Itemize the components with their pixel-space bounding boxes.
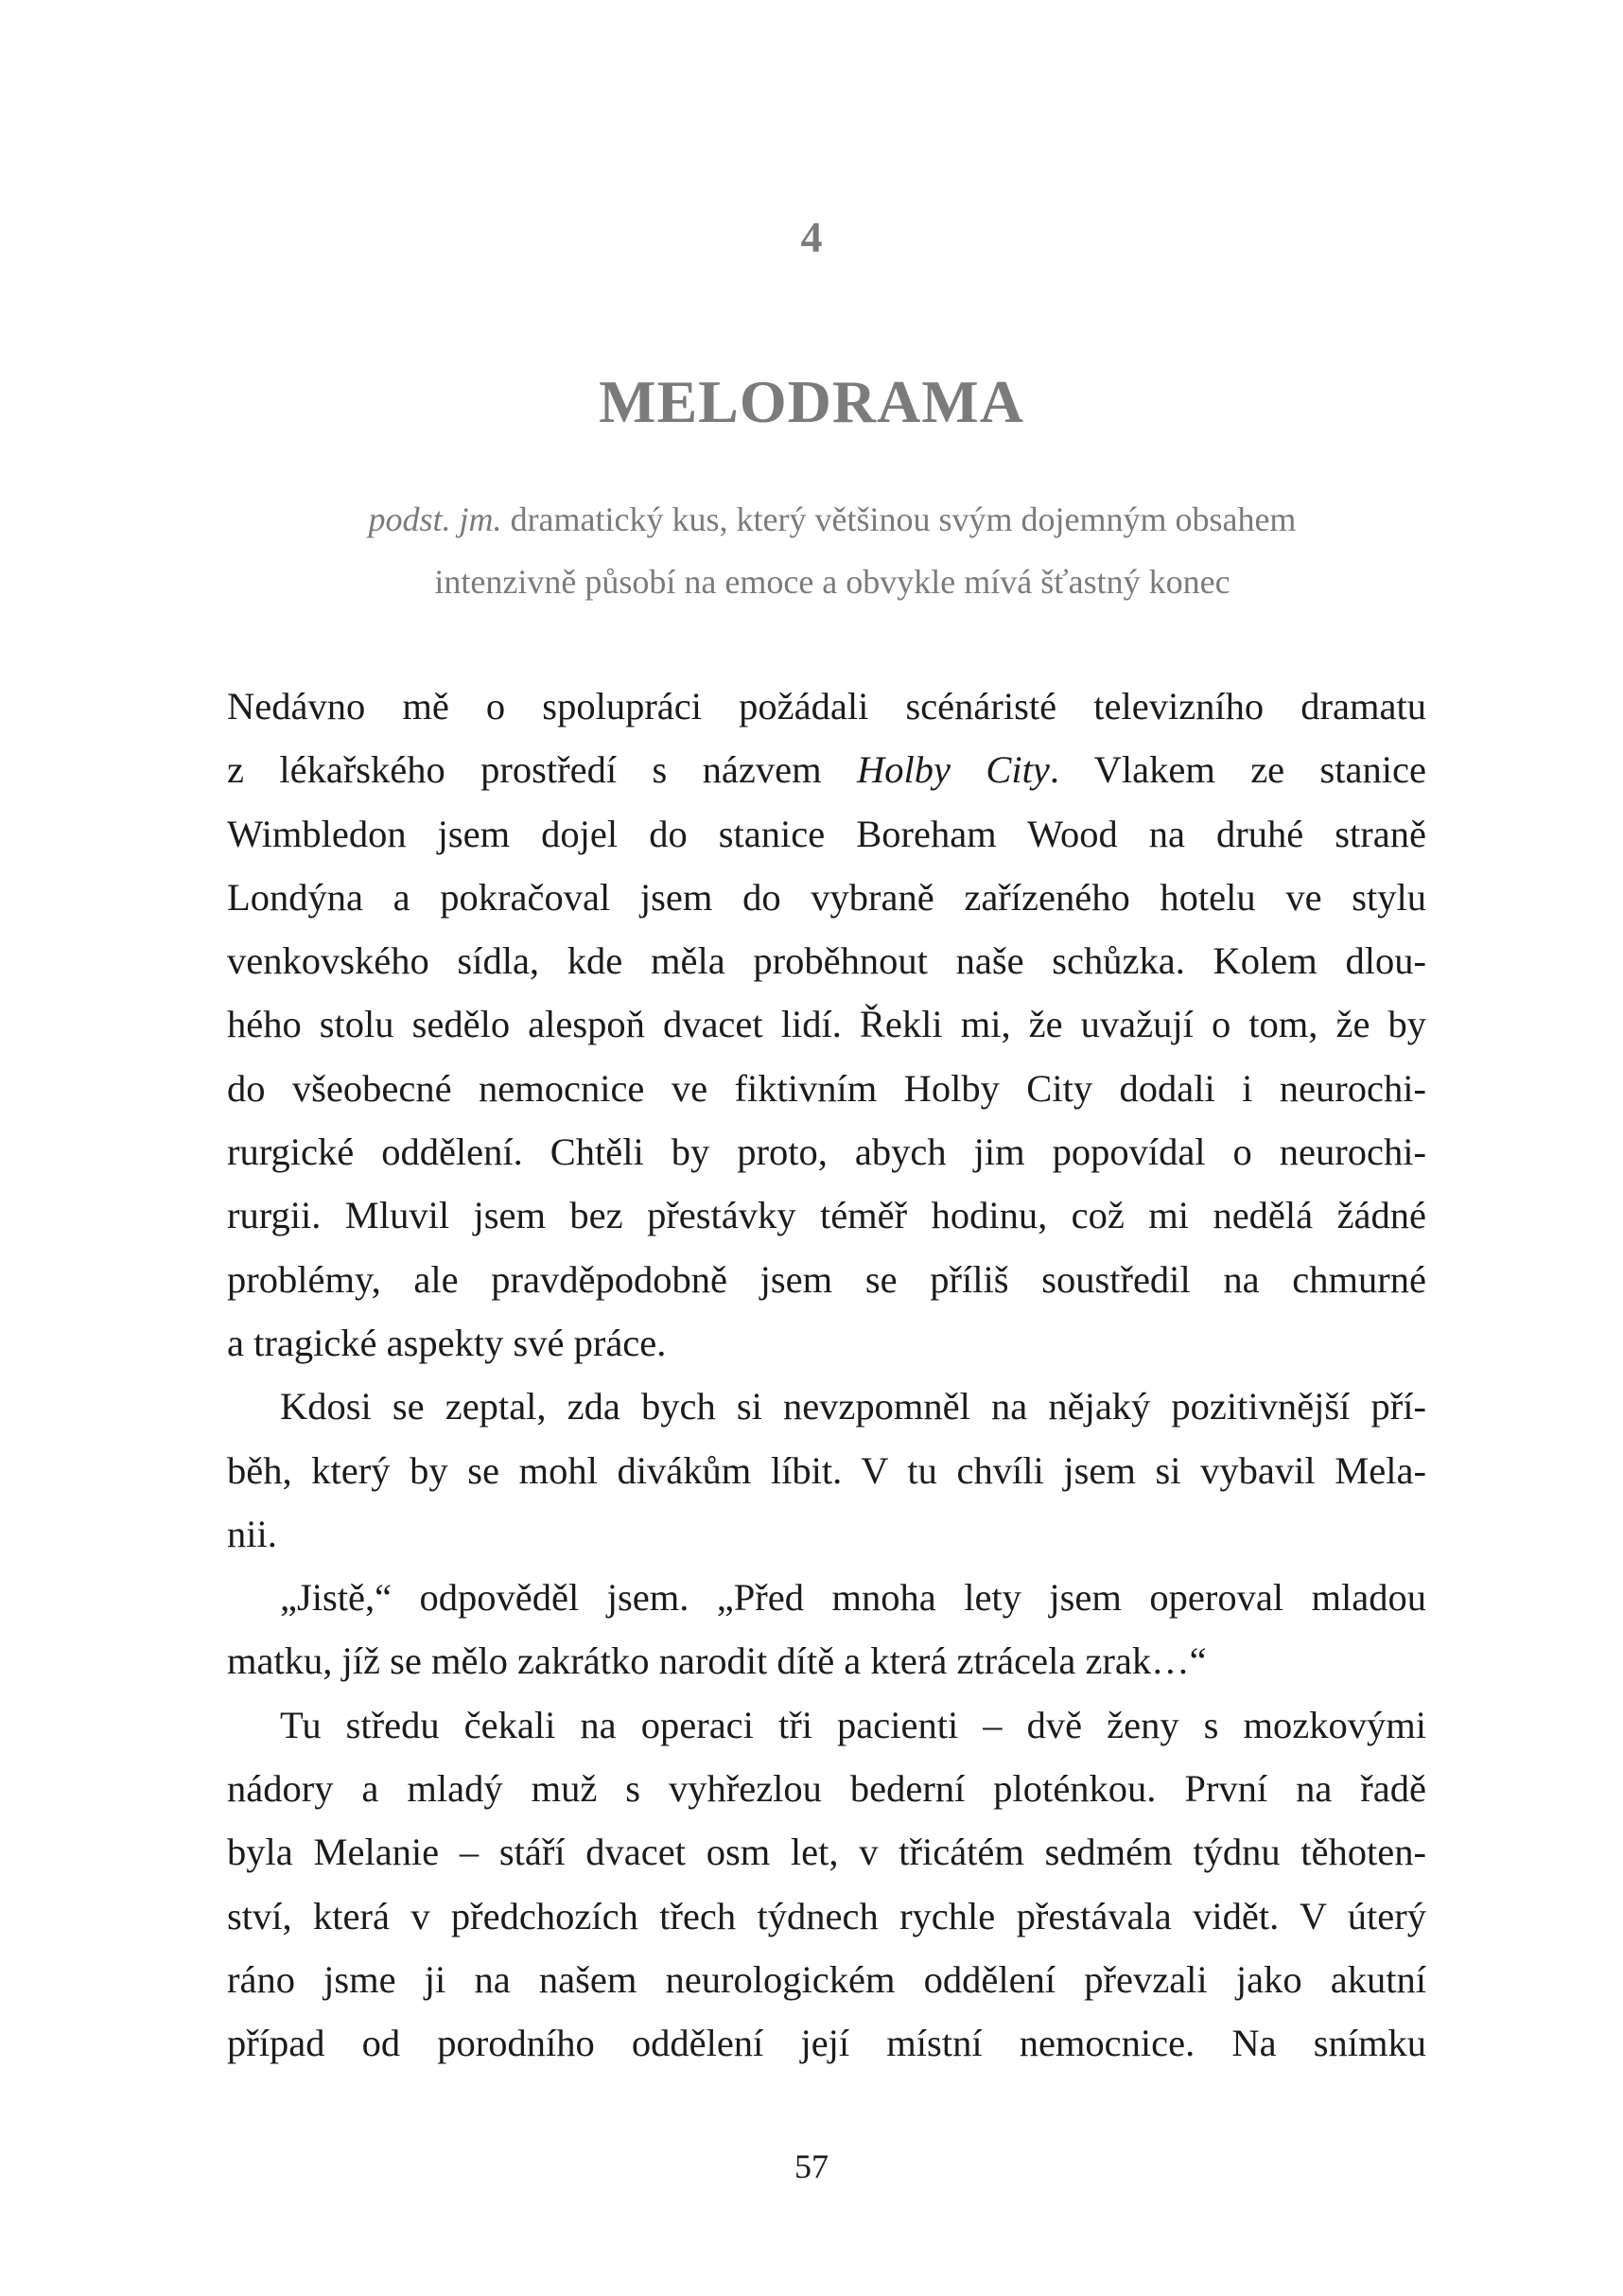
show-title: Holby City (856, 748, 1050, 792)
paragraph (227, 1566, 1426, 1693)
body-text (227, 675, 1426, 2076)
chapter-definition (284, 488, 1381, 613)
text-line: nádory a mladý muž s vyhřezlou bederní ploténkou. První na řadě (227, 1767, 1426, 1811)
chapter-title: MELODRAMA (599, 368, 1024, 435)
paragraph (227, 1375, 1426, 1566)
chapter-number: 4 (800, 213, 823, 261)
text-line (227, 738, 1426, 801)
text-line: Kdosi se zeptal, zda bych si nevzpomněl na nějaký pozitivnější pří- (280, 1385, 1426, 1428)
text-line: byla Melanie – stáří dvacet osm let, v třicátém sedmém týdnu těhoten- (227, 1831, 1426, 1874)
text-line: ství, která v předchozích třech týdnech rychle přestávala vidět. V úterý (227, 1894, 1426, 1937)
text-line: hého stolu sedělo alespoň dvacet lidí. Řekli mi, že uvažují o tom, že by (227, 1003, 1426, 1046)
text-line: rurgické oddělení. Chtěli by proto, abych jim popovídal o neurochi- (227, 1130, 1426, 1174)
definition-line (284, 488, 1381, 551)
paragraph (227, 1693, 1426, 2076)
text-line: rurgii. Mluvil jsem bez přestávky téměř hodinu, což mi nedělá žádné (227, 1194, 1426, 1237)
text-line: „Jistě,“ odpověděl jsem. „Před mnoha lety jsem operoval mladou (280, 1576, 1426, 1620)
definition-text: dramatický kus, který většinou svým dojemným obsahem (501, 500, 1297, 538)
text-line: matku, jíž se mělo zakrátko narodit dítě a která ztrácela zrak…“ (227, 1639, 1207, 1683)
text-line: Nedávno mě o spolupráci požádali scénáristé televizního dramatu (227, 685, 1426, 727)
text-fragment: . Vlakem ze stanice (1049, 748, 1426, 792)
text-line: venkovského sídla, kde měla proběhnout naše schůzka. Kolem dlou- (227, 939, 1426, 983)
paragraph (227, 675, 1426, 1375)
text-line: případ od porodního oddělení její místní nemocnice. Na snímku (227, 2022, 1426, 2065)
definition-part-of-speech: podst. jm. (368, 500, 502, 538)
text-line: do všeobecné nemocnice ve fiktivním Holby City dodali i neurochi- (227, 1066, 1426, 1110)
text-line: nii. (227, 1512, 277, 1555)
definition-line: intenzivně působí na emoce a obvykle mívá šťastný konec (434, 563, 1230, 601)
text-line: Tu středu čekali na operaci tři pacienti – dvě ženy s mozkovými (280, 1703, 1426, 1746)
page-number: 57 (794, 2147, 829, 2185)
text-line: ráno jsme ji na našem neurologickém oddělení převzali jako akutní (227, 1957, 1426, 2001)
text-line: a tragické aspekty své práce. (227, 1321, 667, 1364)
text-fragment: z lékařského prostředí s názvem (227, 748, 857, 792)
text-line: běh, který by se mohl divákům líbit. V tu chvíli jsem si vybavil Mela- (227, 1448, 1426, 1492)
text-line: problémy, ale pravděpodobně jsem se příliš soustředil na chmurné (227, 1257, 1426, 1301)
text-line: Wimbledon jsem dojel do stanice Boreham Wood na druhé straně (227, 812, 1426, 855)
text-line: Londýna a pokračoval jsem do vybraně zařízeného hotelu ve stylu (227, 875, 1426, 919)
